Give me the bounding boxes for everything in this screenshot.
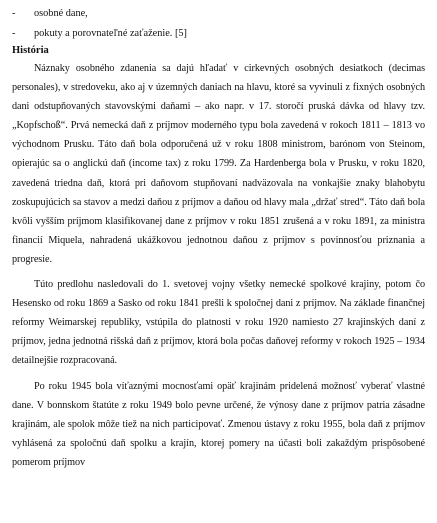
paragraph-3: Po roku 1945 bola víťaznými mocnosťami opäť krajinám pridelená možnosť vyberať vlastné dane. V bonnskom štatúte z roku 1949 bolo pevne určené, že výnosy dane z príjmov patria zásadne krajinám, ale spolok môže tiež na nich participovať. Zmenou ústavy z roku 1955, bola daň z príjmov vyhlásená za spoločnú daň spolku a krajín, ktorej pomery na účasti boli zakaždým prispôsobené pomerom príjmov: [12, 380, 425, 468]
list-marker: -: [12, 8, 16, 19]
list-item-text: pokuty a porovnateľné zaťaženie. [5]: [34, 27, 187, 39]
list-item: [12, 4, 425, 24]
bullet-list: [12, 4, 425, 43]
list-item: [12, 24, 425, 44]
section-heading: História: [12, 45, 49, 56]
list-marker: -: [12, 27, 16, 39]
paragraph-1: Náznaky osobného zdanenia sa dajú hľadať v cirkevných osobných desiatkoch (decimas personales), v stredoveku, ako aj v územných daniach na hlavu, ktoré sa vyvinuli z fixných osobných dani odstupňovaných stavovskými daňami – ako napr. v 17. storočí pruská dávka od hlavy tzv. „Kopfschoß“. Prvá nemecká daň z príjmov moderného typu bola zavedená v rokoch 1811 – 1813 vo východnom Prusku. Táto daň bola odporučená už v roku 1808 ministrom, barónom von Steinom, opierajúc sa o anglickú daň (income tax) z roku 1799. Za Hardenberga bola v Prusku, v roku 1820, zavedená triedna daň, ktorá pri daňovom stupňovaní nadväzovala na vonkajšie znaky blahobytu zoskupujúcich sa stavov a medzi daňou z príjmov a daňou od hlavy mala „držať stred“. Táto daň bola kvôli vyšším príjmom klasifikovanej dane z príjmov v roku 1851 zrušená a v roku 1891, za ministra financií Miquela, nahradená ukážkovou jednotnou daňou z príjmov s povinnosťou priznania a progresie.: [12, 63, 425, 265]
list-item-text: osobné dane,: [34, 8, 88, 19]
paragraph-2: Túto predlohu nasledovali do 1. svetovej vojny všetky nemecké spolkové krajiny, potom čo Hesensko od roku 1869 a Sasko od roku 1841 prešli k spoločnej dani z príjmov. Na základe finančnej reformy Weimarskej republiky, vstúpila do platnosti v roku 1920 namiesto 27 krajinských daní z príjmov, jedna jednotná rišská daň z príjmov, ktorá bola počas daňovej reformy v rokoch 1925 – 1934 detailnejšie rozpracovaná.: [12, 279, 425, 367]
